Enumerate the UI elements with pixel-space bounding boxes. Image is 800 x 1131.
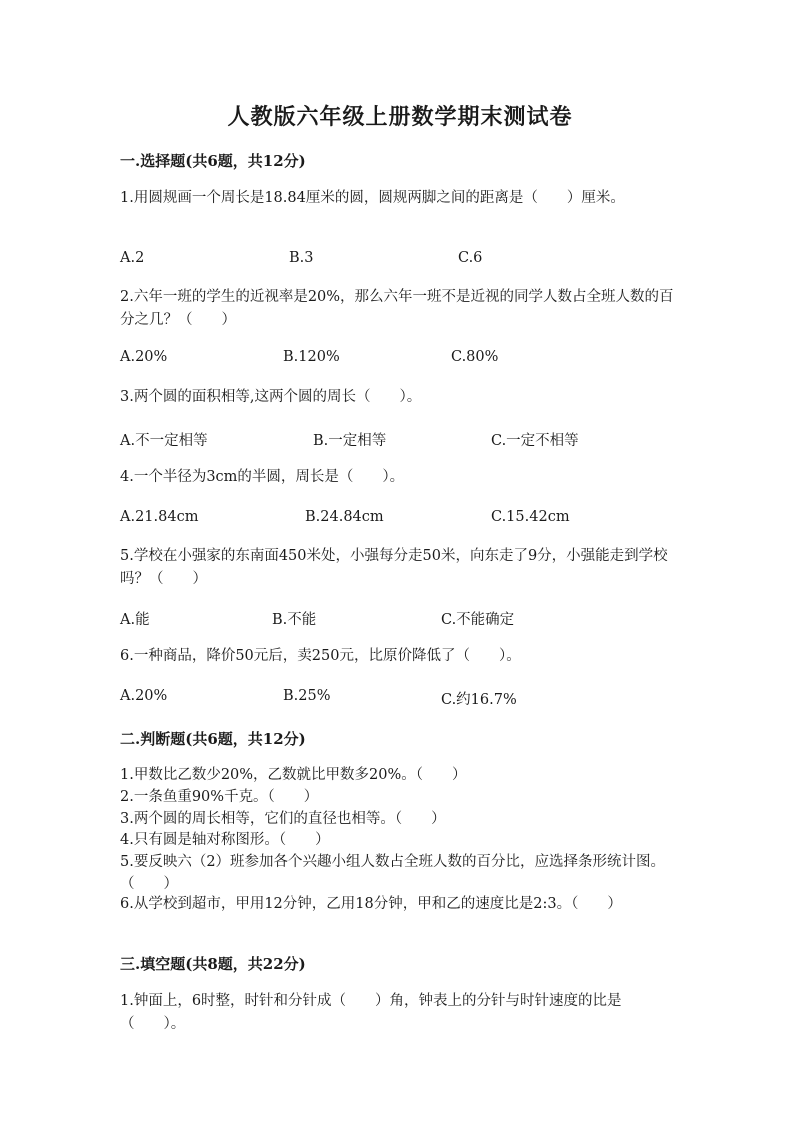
option-1a: A.2 (120, 250, 145, 266)
question-2: 2.六年一班的学生的近视率是20%，那么六年一班不是近视的同学人数占全班人数的百分之几？（ ） (120, 289, 674, 328)
fill-question-1: 1.钟面上，6时整，时针和分针成（ ）角，钟表上的分针与时针速度的比是（ ）。 (120, 993, 622, 1032)
option-1c: C.6 (458, 250, 483, 266)
option-3b: B.一定相等 (313, 433, 387, 449)
tf-item-2: 2.一条鱼重90%千克。（ ） (120, 789, 319, 805)
page-title: 人教版六年级上册数学期末测试卷 (227, 104, 573, 130)
section-heading-fill: 三.填空题(共8题，共22分) (120, 955, 306, 973)
section-heading-truefalse: 二.判断题(共6题，共12分) (120, 730, 306, 748)
question-6: 6.一种商品，降价50元后，卖250元，比原价降低了（ ）。 (120, 648, 521, 664)
section-heading-choice: 一.选择题(共6题，共12分) (120, 152, 306, 170)
tf-item-5: 5.要反映六（2）班参加各个兴趣小组人数占全班人数的百分比，应选择条形统计图。（ ） (120, 854, 666, 892)
question-5: 5.学校在小强家的东南面450米处，小强每分走50米，向东走了9分，小强能走到学校吗？（ ） (120, 548, 668, 587)
question-1: 1.用圆规画一个周长是18.84厘米的圆，圆规两脚之间的距离是（ ）厘米。 (120, 190, 625, 206)
option-2b: B.120% (283, 349, 340, 365)
option-3c: C.一定不相等 (491, 433, 579, 449)
option-4a: A.21.84cm (120, 509, 199, 525)
tf-item-3: 3.两个圆的周长相等，它们的直径也相等。（ ） (120, 811, 446, 827)
tf-item-6: 6.从学校到超市，甲用12分钟，乙用18分钟，甲和乙的速度比是2:3。（ ） (120, 896, 622, 912)
option-6a: A.20% (120, 688, 168, 704)
option-3a: A.不一定相等 (120, 433, 208, 449)
option-2c: C.80% (451, 349, 499, 365)
option-4b: B.24.84cm (305, 509, 384, 525)
option-6c: C.约16.7% (441, 692, 517, 708)
tf-item-4: 4.只有圆是轴对称图形。（ ） (120, 832, 330, 848)
option-5b: B.不能 (272, 612, 317, 628)
question-3: 3.两个圆的面积相等,这两个圆的周长（ ）。 (120, 389, 422, 405)
option-4c: C.15.42cm (491, 509, 570, 525)
tf-item-1: 1.甲数比乙数少20%，乙数就比甲数多20%。（ ） (120, 767, 467, 783)
option-2a: A.20% (120, 349, 168, 365)
option-1b: B.3 (289, 250, 314, 266)
option-5a: A.能 (120, 612, 150, 628)
option-5c: C.不能确定 (441, 612, 515, 628)
option-6b: B.25% (283, 688, 331, 704)
question-4: 4.一个半径为3cm的半圆，周长是（ ）。 (120, 469, 405, 485)
